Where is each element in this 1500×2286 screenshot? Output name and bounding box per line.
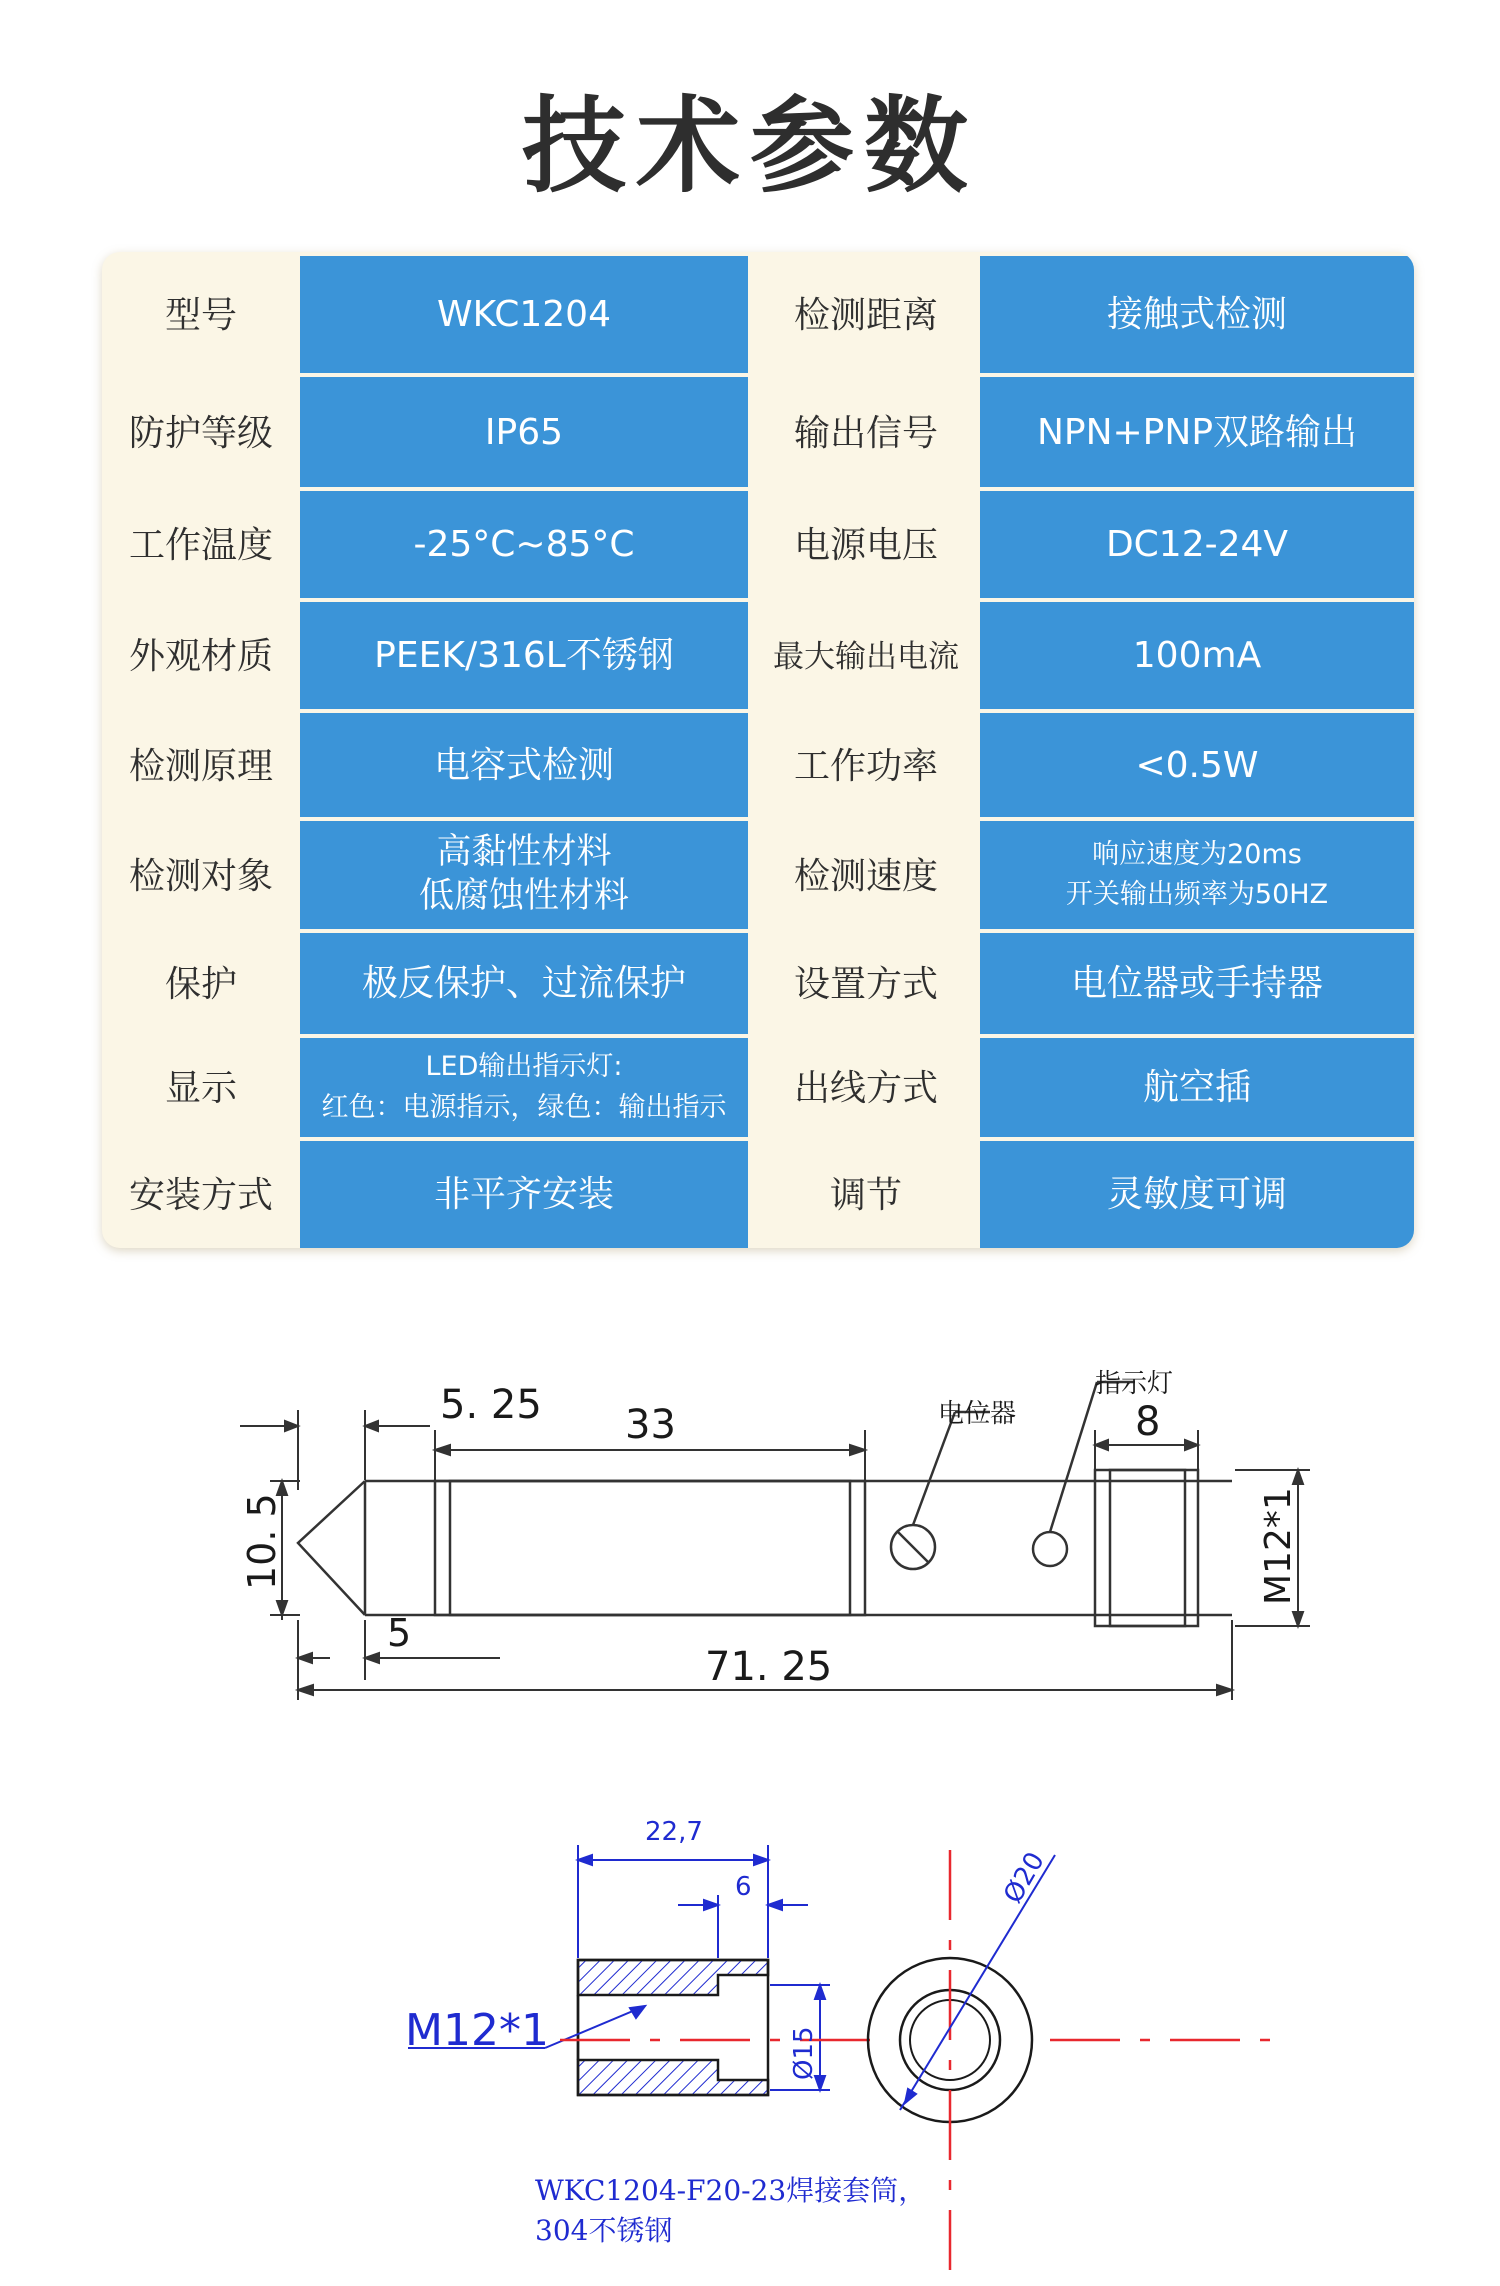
spec-value: 非平齐安装	[300, 1141, 748, 1248]
dim-10-5: 10. 5	[240, 1493, 284, 1590]
dim-5-25: 5. 25	[440, 1382, 542, 1428]
dim-5: 5	[387, 1611, 412, 1655]
dim-8: 8	[1135, 1399, 1161, 1445]
spec-label: 检测对象	[128, 855, 273, 897]
spec-label: 外观材质	[128, 636, 273, 677]
spec-value: DC12-24V	[980, 491, 1414, 598]
spec-label: 工作功率	[793, 745, 938, 787]
spec-label: 调节	[829, 1175, 902, 1216]
label-indicator: 指示灯	[1095, 1369, 1174, 1399]
spec-value: 接触式检测	[980, 256, 1414, 373]
dim-6: 6	[735, 1872, 752, 1902]
spec-label: 显示	[164, 1068, 237, 1109]
sleeve-section	[578, 1960, 768, 2095]
dim-22-7: 22,7	[645, 1817, 703, 1847]
spec-value: 电容式检测	[300, 713, 748, 817]
spec-label: 输出信号	[793, 412, 938, 454]
spec-value: 100mA	[980, 602, 1414, 709]
spec-label: 防护等级	[128, 412, 273, 454]
spec-value: 航空插	[980, 1038, 1414, 1137]
spec-value: -25°C~85°C	[300, 491, 748, 598]
spec-value: <0.5W	[980, 713, 1414, 817]
spec-label: 工作温度	[128, 525, 273, 566]
sleeve-caption-line2: 304不锈钢	[535, 2214, 673, 2247]
spec-label: 检测原理	[128, 745, 273, 787]
sleeve-caption-line1: WKC1204-F20-23焊接套筒，	[535, 2174, 927, 2207]
spec-value: PEEK/316L不锈钢	[300, 602, 748, 709]
page-title: 技术参数	[521, 85, 978, 207]
spec-value: IP65	[300, 377, 748, 487]
spec-label: 电源电压	[793, 525, 938, 566]
spec-label: 检测速度	[793, 855, 938, 897]
dim-d20: Ø20	[998, 1847, 1051, 1909]
spec-value: 电位器或手持器	[980, 933, 1414, 1034]
spec-value: 灵敏度可调	[980, 1141, 1414, 1248]
dim-thread-m12: M12*1	[1258, 1487, 1299, 1605]
spec-label: 最大输出电流	[773, 639, 959, 675]
spec-value: 高黏性材料 低腐蚀性材料	[300, 821, 748, 929]
spec-value: 极反保护、过流保护	[300, 933, 748, 1034]
spec-label: 型号	[164, 295, 237, 336]
spec-value: LED输出指示灯: 红色：电源指示，绿色：输出指示	[300, 1038, 748, 1137]
dim-33: 33	[625, 1402, 676, 1448]
label-potentiometer: 电位器	[938, 1399, 1017, 1429]
spec-label: 安装方式	[128, 1175, 273, 1216]
spec-label: 检测距离	[793, 295, 938, 336]
dim-d15: Ø15	[789, 2026, 819, 2080]
spec-value: NPN+PNP双路输出	[980, 377, 1414, 487]
dim-71-25: 71. 25	[705, 1644, 833, 1690]
spec-label: 出线方式	[793, 1068, 938, 1109]
thread-label: M12*1	[405, 2005, 549, 2056]
spec-value: 响应速度为20ms 开关输出频率为50HZ	[980, 821, 1414, 929]
spec-label: 设置方式	[793, 964, 938, 1005]
spec-label: 保护	[164, 964, 237, 1005]
spec-value: WKC1204	[300, 256, 748, 373]
